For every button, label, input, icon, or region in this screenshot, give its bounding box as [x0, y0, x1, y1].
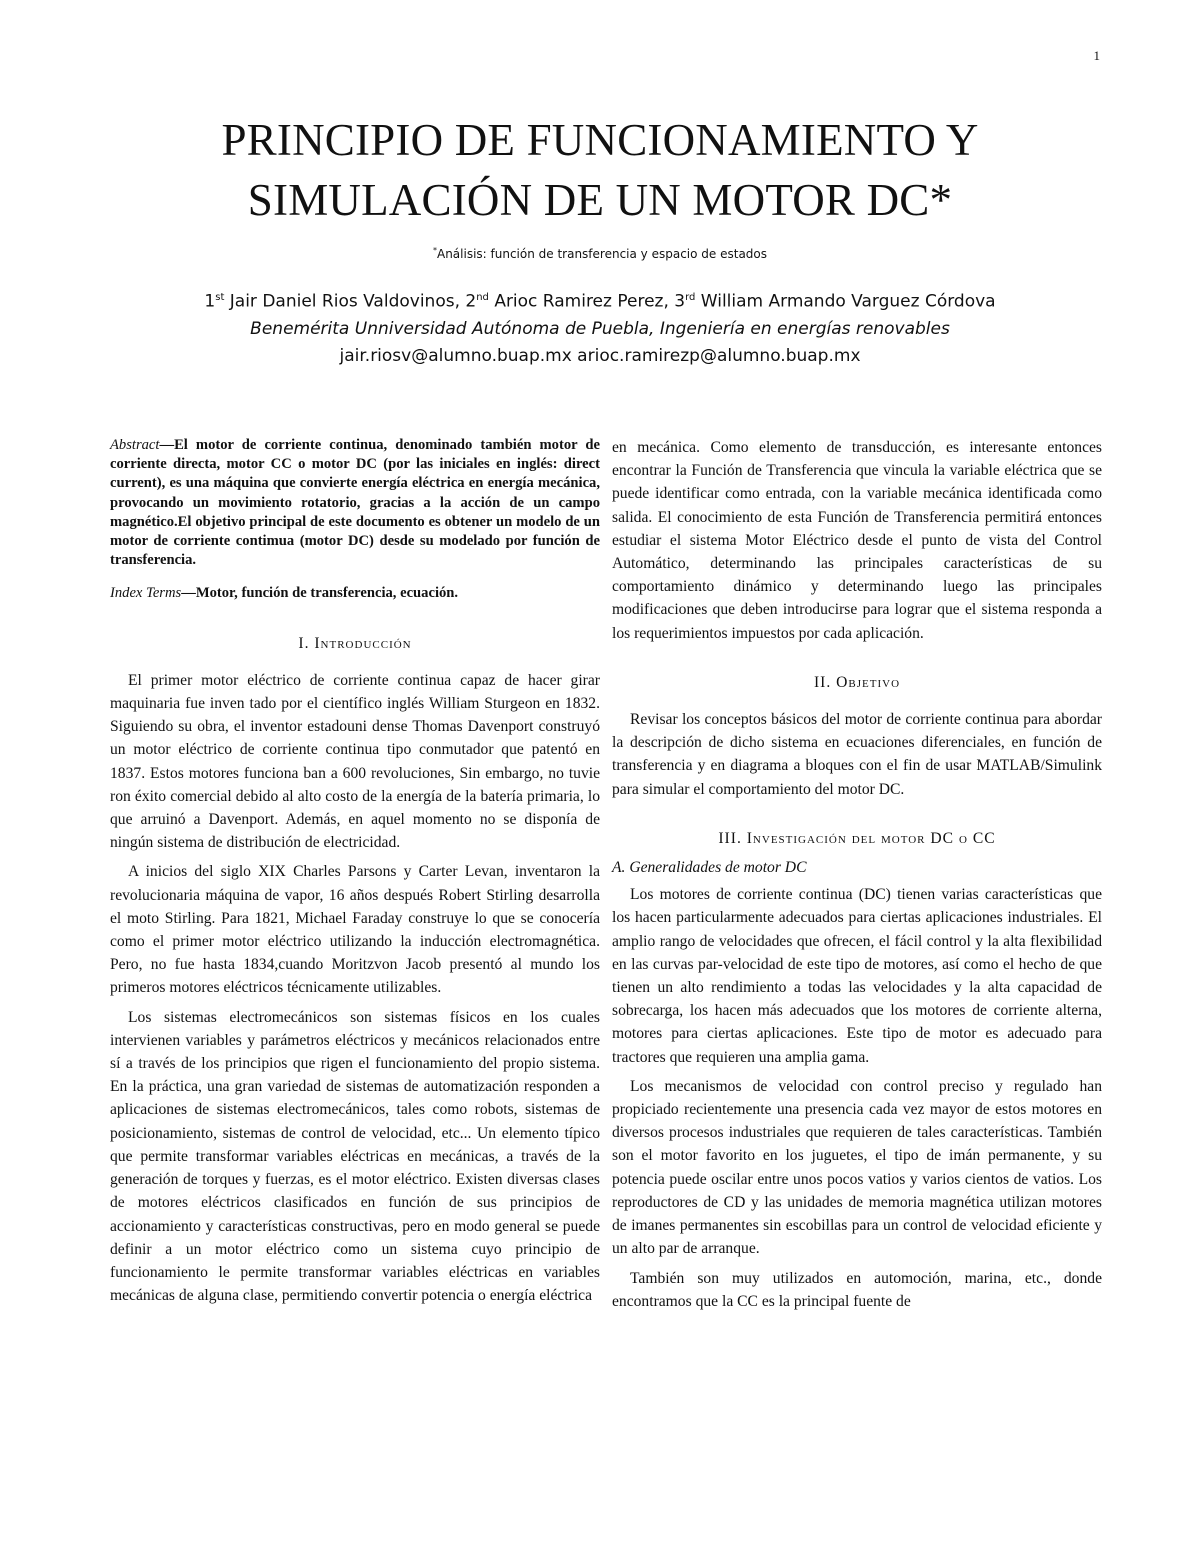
paragraph: A inicios del siglo XIX Charles Parsons y Carter Levan, inventaron la revolucionaria máquina de vapor, 16 años después Robert Stirling desarrolla el moto Stirling. Para 1821, Michael Faraday construye lo que se conocería como el primer motor eléctrico utilizando la inducción electromagnética. Pero, no fue hasta 1834,cuando Moritzvon Jacob presentó al mundo los primeros motores eléctricos técnicamente utilizables. — [110, 863, 600, 997]
author-1: Jair Daniel Rios Valdovinos, — [229, 291, 460, 312]
left-column — [110, 436, 600, 1307]
abstract-label: Abstract — [110, 437, 160, 453]
section-heading-introduccion: I. Introducción — [298, 634, 412, 652]
affiliation: Benemérita Unniversidad Autónoma de Puebla, Ingeniería en energías renovables — [250, 318, 950, 339]
title-line-2: SIMULACIÓN DE UN MOTOR DC* — [247, 175, 953, 225]
section-heading-objetivo: II. Objetivo — [813, 673, 901, 691]
abstract — [110, 436, 600, 570]
footnote-mark: * — [432, 246, 437, 255]
author-emails: jair.riosv@alumno.buap.mx arioc.ramirezp@alumno.buap.mx — [339, 345, 861, 366]
index-terms — [110, 582, 600, 605]
paragraph: en mecánica. Como elemento de transducción, es interesante entonces encontrar la Función de Transferencia que vincula la variable eléctrica que se puede identificar como entrada, con la variable mecánica identificada como salida. El conocimiento de esta Función de Transferencia permitirá entonces estudiar el sistema Motor Eléctrico desde el punto de vista del Control Automático, determinando las principales características de su comportamiento dinámico y determinando luego las principales modificaciones que deben introducirse para lograr que el sistema responda a los requerimientos impuestos por cada aplicación. — [612, 439, 1102, 642]
title-footnote — [0, 246, 1200, 261]
paragraph: También son muy utilizados en automoción, marina, etc., donde encontramos que la CC es la principal fuente de — [612, 1269, 1102, 1310]
subsection-heading-generalidades: A. Generalidades de motor DC — [612, 859, 807, 877]
author-block — [0, 284, 1200, 370]
author-names: 1st Jair Daniel Rios Valdovinos, 2nd Arioc Ramirez Perez, 3rd William Armando Varguez Córdova — [204, 291, 996, 312]
section-heading-investigacion: III. Investigación del motor DC o CC — [718, 829, 996, 847]
paragraph: Los motores de corriente continua (DC) tienen varias características que los hacen particularmente adecuados para ciertas aplicaciones industriales. El amplio rango de velocidades que ofrecen, el fácil control y la alta flexibilidad en las curvas par-velocidad de este tipo de motores, así como el hecho de que tienen un alto rendimiento a todas las velocidades y la alta capacidad de sobrecarga, los hacen más adecuados que los motores de corriente alterna, motores para ciertas aplicaciones. Este tipo de motor es adecuado para tractores que requieren una amplia gama. — [612, 886, 1102, 1066]
paragraph: Los mecanismos de velocidad con control preciso y regulado han propiciado recientemente una presencia cada vez mayor de estos motores en diversos procesos industriales que requieren de tales características. También son el motor favorito en los juguetes, el tipo de imán permanente, y su potencia puede oscilar entre unos pocos vatios y varios cientos de vatios. Los reproductores de CD y las unidades de memoria magnética utilizan motores de imanes permanentes sin escobillas para un control de velocidad eficiente y un alto par de arranque. — [612, 1077, 1102, 1258]
index-terms-label: Index Terms — [110, 585, 182, 602]
page-number: 1 — [1093, 48, 1100, 63]
title-line-1: PRINCIPIO DE FUNCIONAMIENTO Y — [221, 115, 979, 165]
footnote-text: Análisis: función de transferencia y espacio de estados — [436, 247, 768, 261]
abstract-text: —El motor de corriente continua, denominado también motor de corriente directa, motor CC o motor DC (por las iniciales en inglés: direct current), es una máquina que convierte energía eléctrica en energía mecánica, provocando un movimiento rotatorio, gracias a la acción de un campo magnético.El objetivo principal de este documento es obtener un modelo de un motor de corriente contimua (motor DC) desde su modelado por función de transferencia. — [110, 437, 600, 569]
paper-title — [0, 110, 1200, 230]
paragraph: El primer motor eléctrico de corriente continua capaz de hacer girar maquinaria fue inven tado por el científico inglés William Sturgeon en 1832. Siguiendo su obra, el inventor estadouni dense Thomas Davenport construyó un motor eléctrico de corriente continua tipo conmutador que patentó en 1837. Estos motores funciona ban a 600 revoluciones, Sin embargo, no tuvie ron éxito comercial debido al alto costo de la energía de la batería primaria, lo que arruinó a Davenport. Además, en aquel momento no se disponía de ningún sistema de distribución de electricidad. — [110, 671, 600, 852]
paragraph: Los sistemas electromecánicos son sistemas físicos en los cuales intervienen variables y parámetros eléctricos y mecánicos relacionados entre sí a través de los principios que rigen el funcionamiento del propio sistema. En la práctica, una gran variedad de sistemas de automatización responden a aplicaciones de sistemas electromecánicos, tales como robots, sistemas de posicionamiento, sistemas de control de velocidad, etc... Un elemento típico que permite transformar variables eléctricas en mecánicas, a través de la generación de torques y fuerzas, es el motor eléctrico. Existen diversas clases de motores eléctricos clasificados en función de sus principios de accionamiento y características constructivas, pero en modo general se puede definir a un motor eléctrico como un sistema cuyo principio de funcionamiento le permite transformar variables eléctricas en variables mecánicas de alguna clase, permitiendo convertir potencia o energía eléctrica — [110, 1008, 600, 1305]
author-3: William Armando Varguez Córdova — [700, 291, 996, 312]
paragraph: Revisar los conceptos básicos del motor de corriente continua para abordar la descripción de dicho sistema en ecuaciones diferenciales, en función de transferencia y en diagrama a bloques con el fin de usar MATLAB/Simulink para simular el comportamiento del motor DC. — [612, 711, 1102, 798]
index-terms-text: —Motor, función de transferencia, ecuación. — [181, 585, 459, 602]
author-2: Arioc Ramirez Perez, — [494, 291, 669, 312]
right-column — [612, 436, 1102, 1313]
